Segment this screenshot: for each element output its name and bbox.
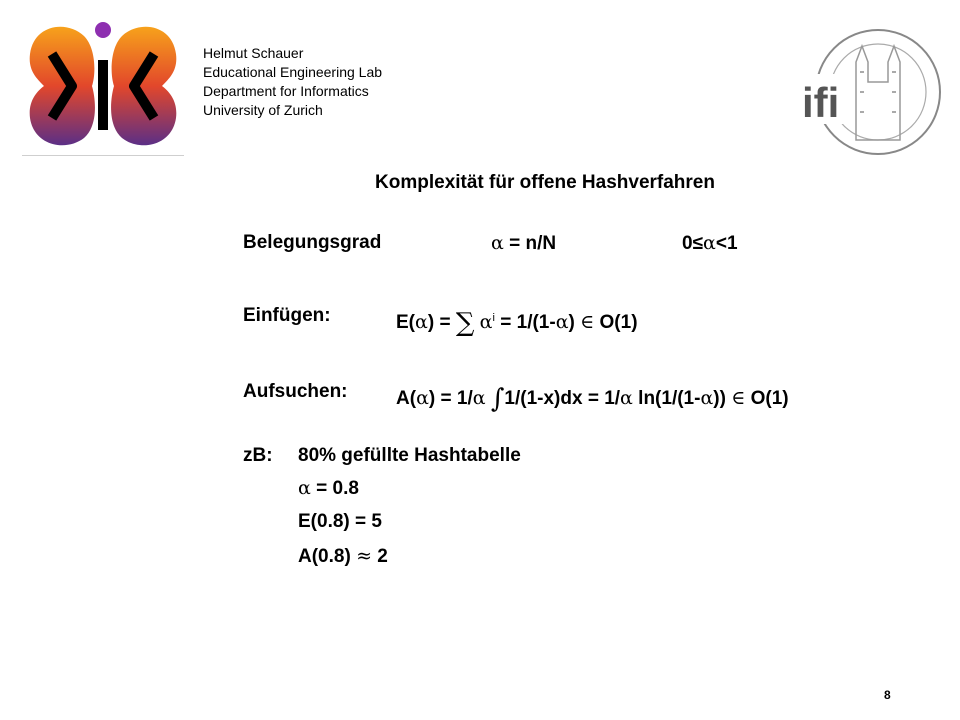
logo-divider: [22, 155, 184, 156]
belegung-label: Belegungsgrad: [243, 232, 382, 253]
ifi-text: ifi: [802, 79, 840, 126]
author-header: [203, 44, 382, 120]
belegung-formula: α = n/N: [491, 232, 557, 254]
einfuegen-formula: E(α) = ∑ $\alpha^i = 1/(1-\alpha)$ ∈ O(1): [396, 308, 638, 338]
department-name: Department for Informatics: [203, 83, 369, 99]
example-label: zB:: [243, 445, 273, 466]
example-line-3: E(0.8) = 5: [298, 511, 382, 532]
example-line-4: A(0.8) ≈ 2: [298, 545, 388, 567]
slide-title: Komplexität für offene Hashverfahren: [375, 172, 715, 193]
aufsuchen-label: Aufsuchen:: [243, 381, 348, 402]
page-number: 8: [884, 688, 891, 702]
belegung-range: 0≤α<1: [682, 232, 738, 254]
lab-name: Educational Engineering Lab: [203, 64, 383, 80]
eel-butterfly-logo: [22, 14, 184, 156]
university-name: University of Zurich: [203, 102, 323, 118]
aufsuchen-formula: A(α) = 1/α ∫1/(1-x)dx = 1/α ln(1/(1-α)) ∈ O(1): [396, 384, 789, 414]
example-line-2: α = 0.8: [298, 477, 359, 499]
example-line-1: 80% gefüllte Hashtabelle: [298, 445, 521, 466]
einfuegen-label: Einfügen:: [243, 305, 331, 326]
ifi-seal-logo: [800, 22, 942, 162]
author-name: Helmut Schauer: [203, 45, 304, 61]
